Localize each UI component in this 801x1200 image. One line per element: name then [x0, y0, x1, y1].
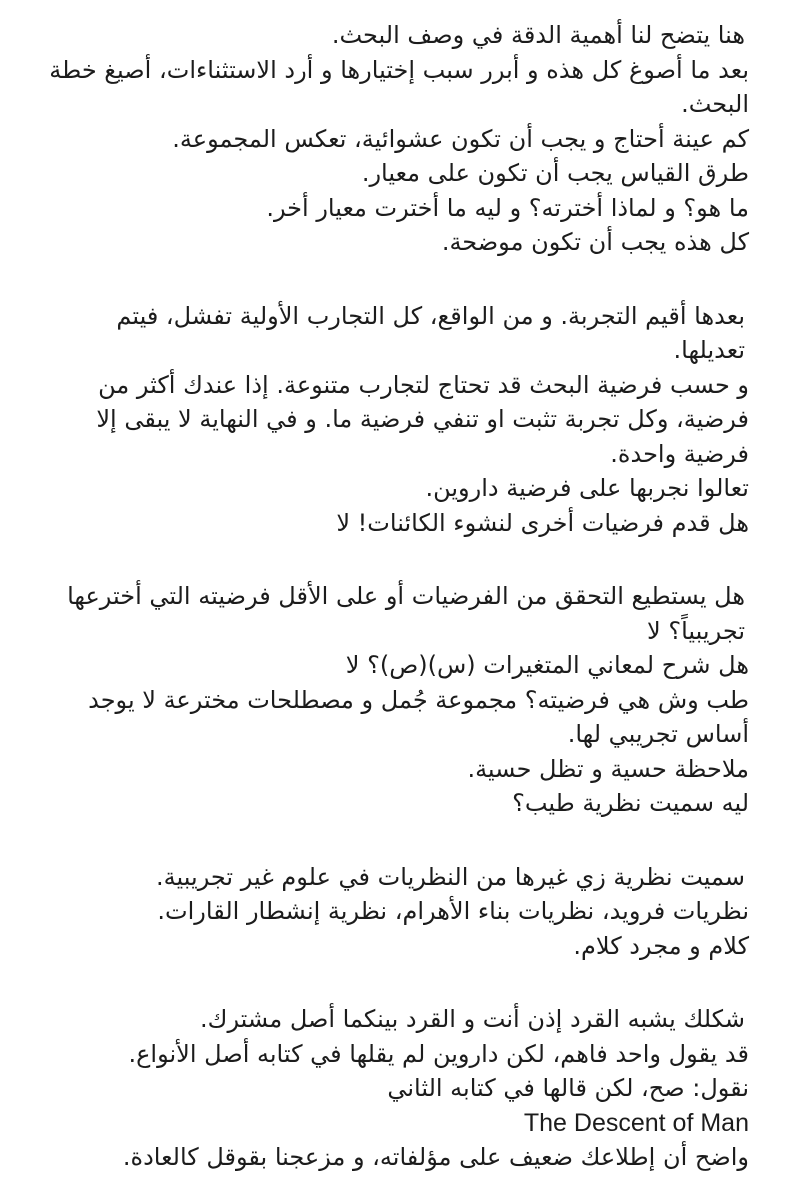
text-line: و حسب فرضية البحث قد تحتاج لتجارب متنوعة. إذا عندك أكثر من فرضية، وكل تجربة تثبت او تنفي فرضية ما. و في النهاية لا يبقى إلا فرضية واحدة.	[96, 370, 749, 468]
text-line: كلام و مجرد كلام.	[573, 931, 749, 960]
paragraph-research-precision	[42, 18, 749, 260]
paragraph-hypothesis-questions	[42, 579, 749, 821]
text-line: واضح أن إطلاعك ضعيف على مؤلفاته، و مزعجنا بقوقل كالعادة.	[122, 1143, 749, 1171]
text-line: سميت نظرية زي غيرها من النظريات في علوم غير تجريبية.	[156, 862, 745, 891]
text-line: هنا يتضح لنا أهمية الدقة في وصف البحث.	[331, 21, 745, 49]
text-line: نقول: صح، لكن قالها في كتابه الثاني	[387, 1074, 749, 1102]
text-line: طب وش هي فرضيته؟ مجموعة جُمل و مصطلحات مخترعة لا يوجد أساس تجريبي لها.	[88, 685, 749, 748]
text-line: ملاحظة حسية و تظل حسية.	[467, 754, 749, 783]
text-line: هل يستطيع التحقق من الفرضيات أو على الأقل فرضيته التي أخترعها تجريبياً؟ لا	[67, 582, 745, 645]
text-line: كم عينة أحتاج و يجب أن تكون عشوائية، تعكس المجموعة.	[172, 124, 749, 153]
book-title: The Descent of Man	[523, 1108, 749, 1137]
text-line: بعدها أقيم التجربة. و من الواقع، كل التجارب الأولية تفشل، فيتم تعديلها.	[116, 301, 745, 364]
text-line: نظريات فرويد، نظريات بناء الأهرام، نظرية إنشطار القارات.	[157, 897, 749, 925]
text-line: قد يقول واحد فاهم، لكن داروين لم يقلها في كتابه أصل الأنواع.	[128, 1039, 749, 1068]
paragraph-common-ancestor	[42, 1002, 749, 1175]
text-line: هل قدم فرضيات أخرى لنشوء الكائنات! لا	[336, 508, 749, 537]
text-line: ما هو؟ و لماذا أخترته؟ و ليه ما أخترت معيار أخر.	[266, 193, 749, 222]
text-line: شكلك يشبه القرد إذن أنت و القرد بينكما أصل مشترك.	[200, 1005, 745, 1033]
text-line: بعد ما أصوغ كل هذه و أبرر سبب إختيارها و أرد الاستثناءات، أصيغ خطة البحث.	[49, 55, 749, 118]
text-line: هل شرح لمعاني المتغيرات (س)(ص)؟ لا	[345, 651, 749, 679]
text-line: طرق القياس يجب أن تكون على معيار.	[361, 159, 749, 187]
text-line: تعالوا نجربها على فرضية داروين.	[425, 474, 749, 502]
paragraph-experiment	[42, 299, 749, 541]
text-line: كل هذه يجب أن تكون موضحة.	[441, 228, 749, 256]
text-line: ليه سميت نظرية طيب؟	[512, 789, 749, 817]
paragraph-theories	[42, 860, 749, 964]
